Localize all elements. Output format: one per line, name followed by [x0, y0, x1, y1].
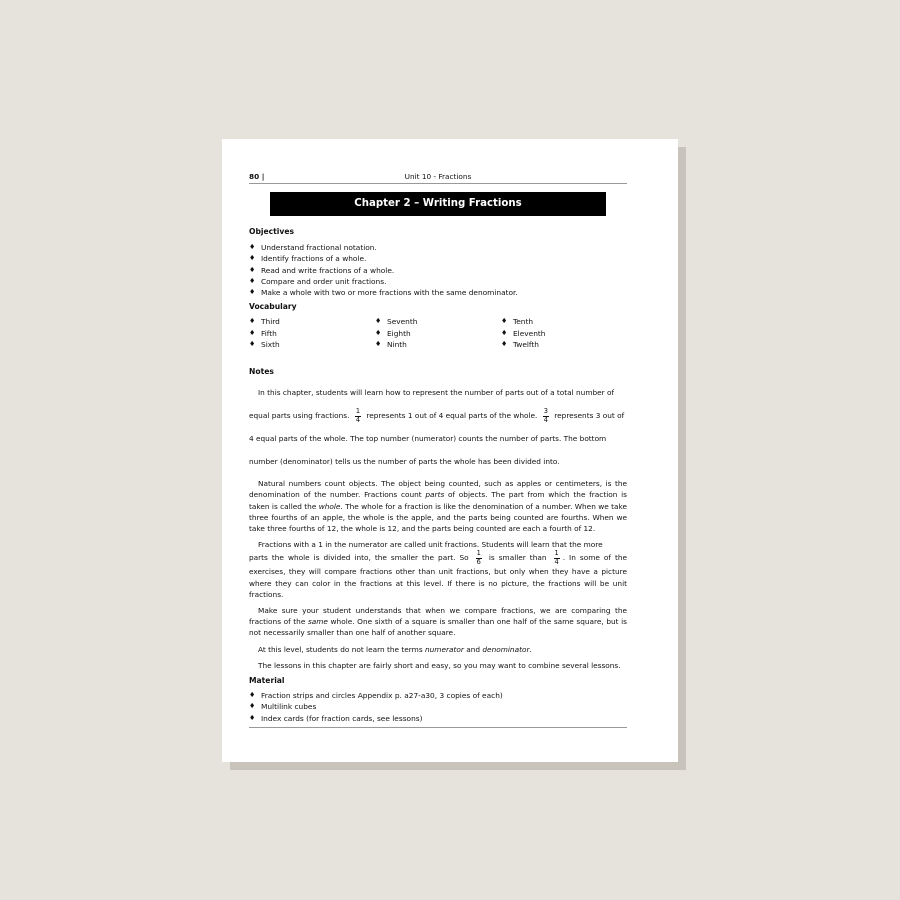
- diamond-bullet-icon: ♦: [501, 317, 508, 326]
- document-page: [222, 139, 678, 762]
- list-item: ♦ Seventh: [375, 317, 418, 327]
- notes-paragraph: In this chapter, students will learn how to represent the number of parts out of a total number of equal parts using fractions. $\frac{1}{4}$ represents 1 out of 4 equal parts of the whole. $\frac{3}{4}$ represents 3 out of 4 equal parts of the whole. The top number (numerator) counts the number of parts. The bottom number (denominator) tells us the number of parts the whole has been divided into.: [249, 388, 625, 467]
- notes-paragraph: Fractions with a 1 in the numerator are called unit fractions. Students will learn that the more parts the whole is divided into, the smaller the part. So $\frac{1}{6}$ is smaller than $\frac{1}{4}$ . In some of the exercises, they will compare fractions other than unit fractions, but only when they have a picture where they can color in the fractions at this level. If there is no picture, the fractions will be unit fractions.: [249, 540, 627, 599]
- diamond-bullet-icon: ♦: [249, 328, 256, 337]
- diamond-bullet-icon: ♦: [249, 288, 256, 297]
- diamond-bullet-icon: ♦: [249, 254, 256, 263]
- notes-paragraph: Make sure your student understands that when we compare fractions, we are comparing the fractions of the same whole. One sixth of a square is smaller than one half of the same square, but is not necessarily smaller than one half of another square.: [249, 605, 628, 638]
- footer-rule: [249, 727, 627, 728]
- list-item: ♦ Eighth: [375, 328, 411, 338]
- diamond-bullet-icon: ♦: [249, 317, 256, 326]
- fraction: $\frac{1}{4}$: [355, 407, 361, 424]
- chapter-title: Chapter 2 – Writing Fractions: [270, 192, 606, 216]
- diamond-bullet-icon: ♦: [375, 339, 382, 348]
- notes-paragraph: The lessons in this chapter are fairly short and easy, so you may want to combine several lessons.: [258, 660, 621, 670]
- objectives-list: [249, 242, 627, 298]
- diamond-bullet-icon: ♦: [501, 328, 508, 337]
- notes-paragraph: Natural numbers count objects. The object being counted, such as apples or centimeters, is the denomination of the number. Fractions count parts of objects. The part from which the fraction is taken is called the whole. The whole for a fraction is like the denomination of a number. When we take three fourths of an apple, the whole is the apple, and the parts being counted are fourths. When we take three fourths of 12, the whole is 12, and the parts being counted are each a fourth of 12.: [249, 479, 627, 533]
- list-item: ♦ Make a whole with two or more fractions with the same denominator.: [249, 288, 518, 298]
- notes-body: [249, 381, 627, 671]
- running-header: [249, 172, 627, 184]
- material-list: [249, 690, 627, 724]
- objectives-heading: Objectives: [249, 227, 294, 236]
- diamond-bullet-icon: ♦: [249, 713, 256, 722]
- list-item: ♦ Tenth: [501, 317, 534, 327]
- fraction: $\frac{1}{4}$: [554, 549, 559, 566]
- vocabulary-heading: Vocabulary: [249, 302, 297, 312]
- diamond-bullet-icon: ♦: [375, 328, 382, 337]
- page-content: [249, 172, 627, 728]
- list-item: ♦ Eleventh: [501, 328, 546, 338]
- diamond-bullet-icon: ♦: [249, 265, 256, 274]
- diamond-bullet-icon: ♦: [375, 317, 382, 326]
- list-item: ♦ Multilink cubes: [249, 702, 317, 712]
- diamond-bullet-icon: ♦: [249, 339, 256, 348]
- vocabulary-list: [249, 316, 627, 350]
- diamond-bullet-icon: ♦: [249, 702, 256, 711]
- list-item: ♦ Ninth: [375, 339, 407, 349]
- list-item: ♦ Fifth: [249, 328, 277, 338]
- vocabulary-column: [501, 316, 627, 350]
- notes-paragraph: At this level, students do not learn the terms numerator and denominator.: [258, 644, 532, 654]
- diamond-bullet-icon: ♦: [249, 276, 256, 285]
- fraction: $\frac{3}{4}$: [543, 407, 548, 424]
- list-item: ♦ Third: [249, 317, 280, 327]
- list-item: ♦ Identify fractions of a whole.: [249, 254, 367, 264]
- list-item: ♦ Read and write fractions of a whole.: [249, 265, 395, 275]
- diamond-bullet-icon: ♦: [249, 243, 256, 251]
- list-item: ♦ Index cards (for fraction cards, see lessons): [249, 713, 423, 723]
- diamond-bullet-icon: ♦: [501, 339, 508, 348]
- material-heading: Material: [249, 675, 285, 685]
- list-item: ♦ Compare and order unit fractions.: [249, 276, 387, 286]
- list-item: ♦ Sixth: [249, 339, 280, 349]
- page-number: 80 |: [249, 172, 265, 181]
- list-item: ♦ Twelfth: [501, 339, 539, 349]
- list-item: ♦ Fraction strips and circles Appendix p. a27-a30, 3 copies of each): [249, 690, 503, 700]
- fraction: $\frac{1}{6}$: [476, 549, 481, 566]
- vocabulary-column: [375, 316, 501, 350]
- vocabulary-column: [249, 316, 375, 350]
- list-item: ♦ Understand fractional notation.: [249, 243, 377, 252]
- unit-title: Unit 10 - Fractions: [404, 172, 472, 181]
- notes-heading: Notes: [249, 367, 274, 377]
- diamond-bullet-icon: ♦: [249, 690, 256, 699]
